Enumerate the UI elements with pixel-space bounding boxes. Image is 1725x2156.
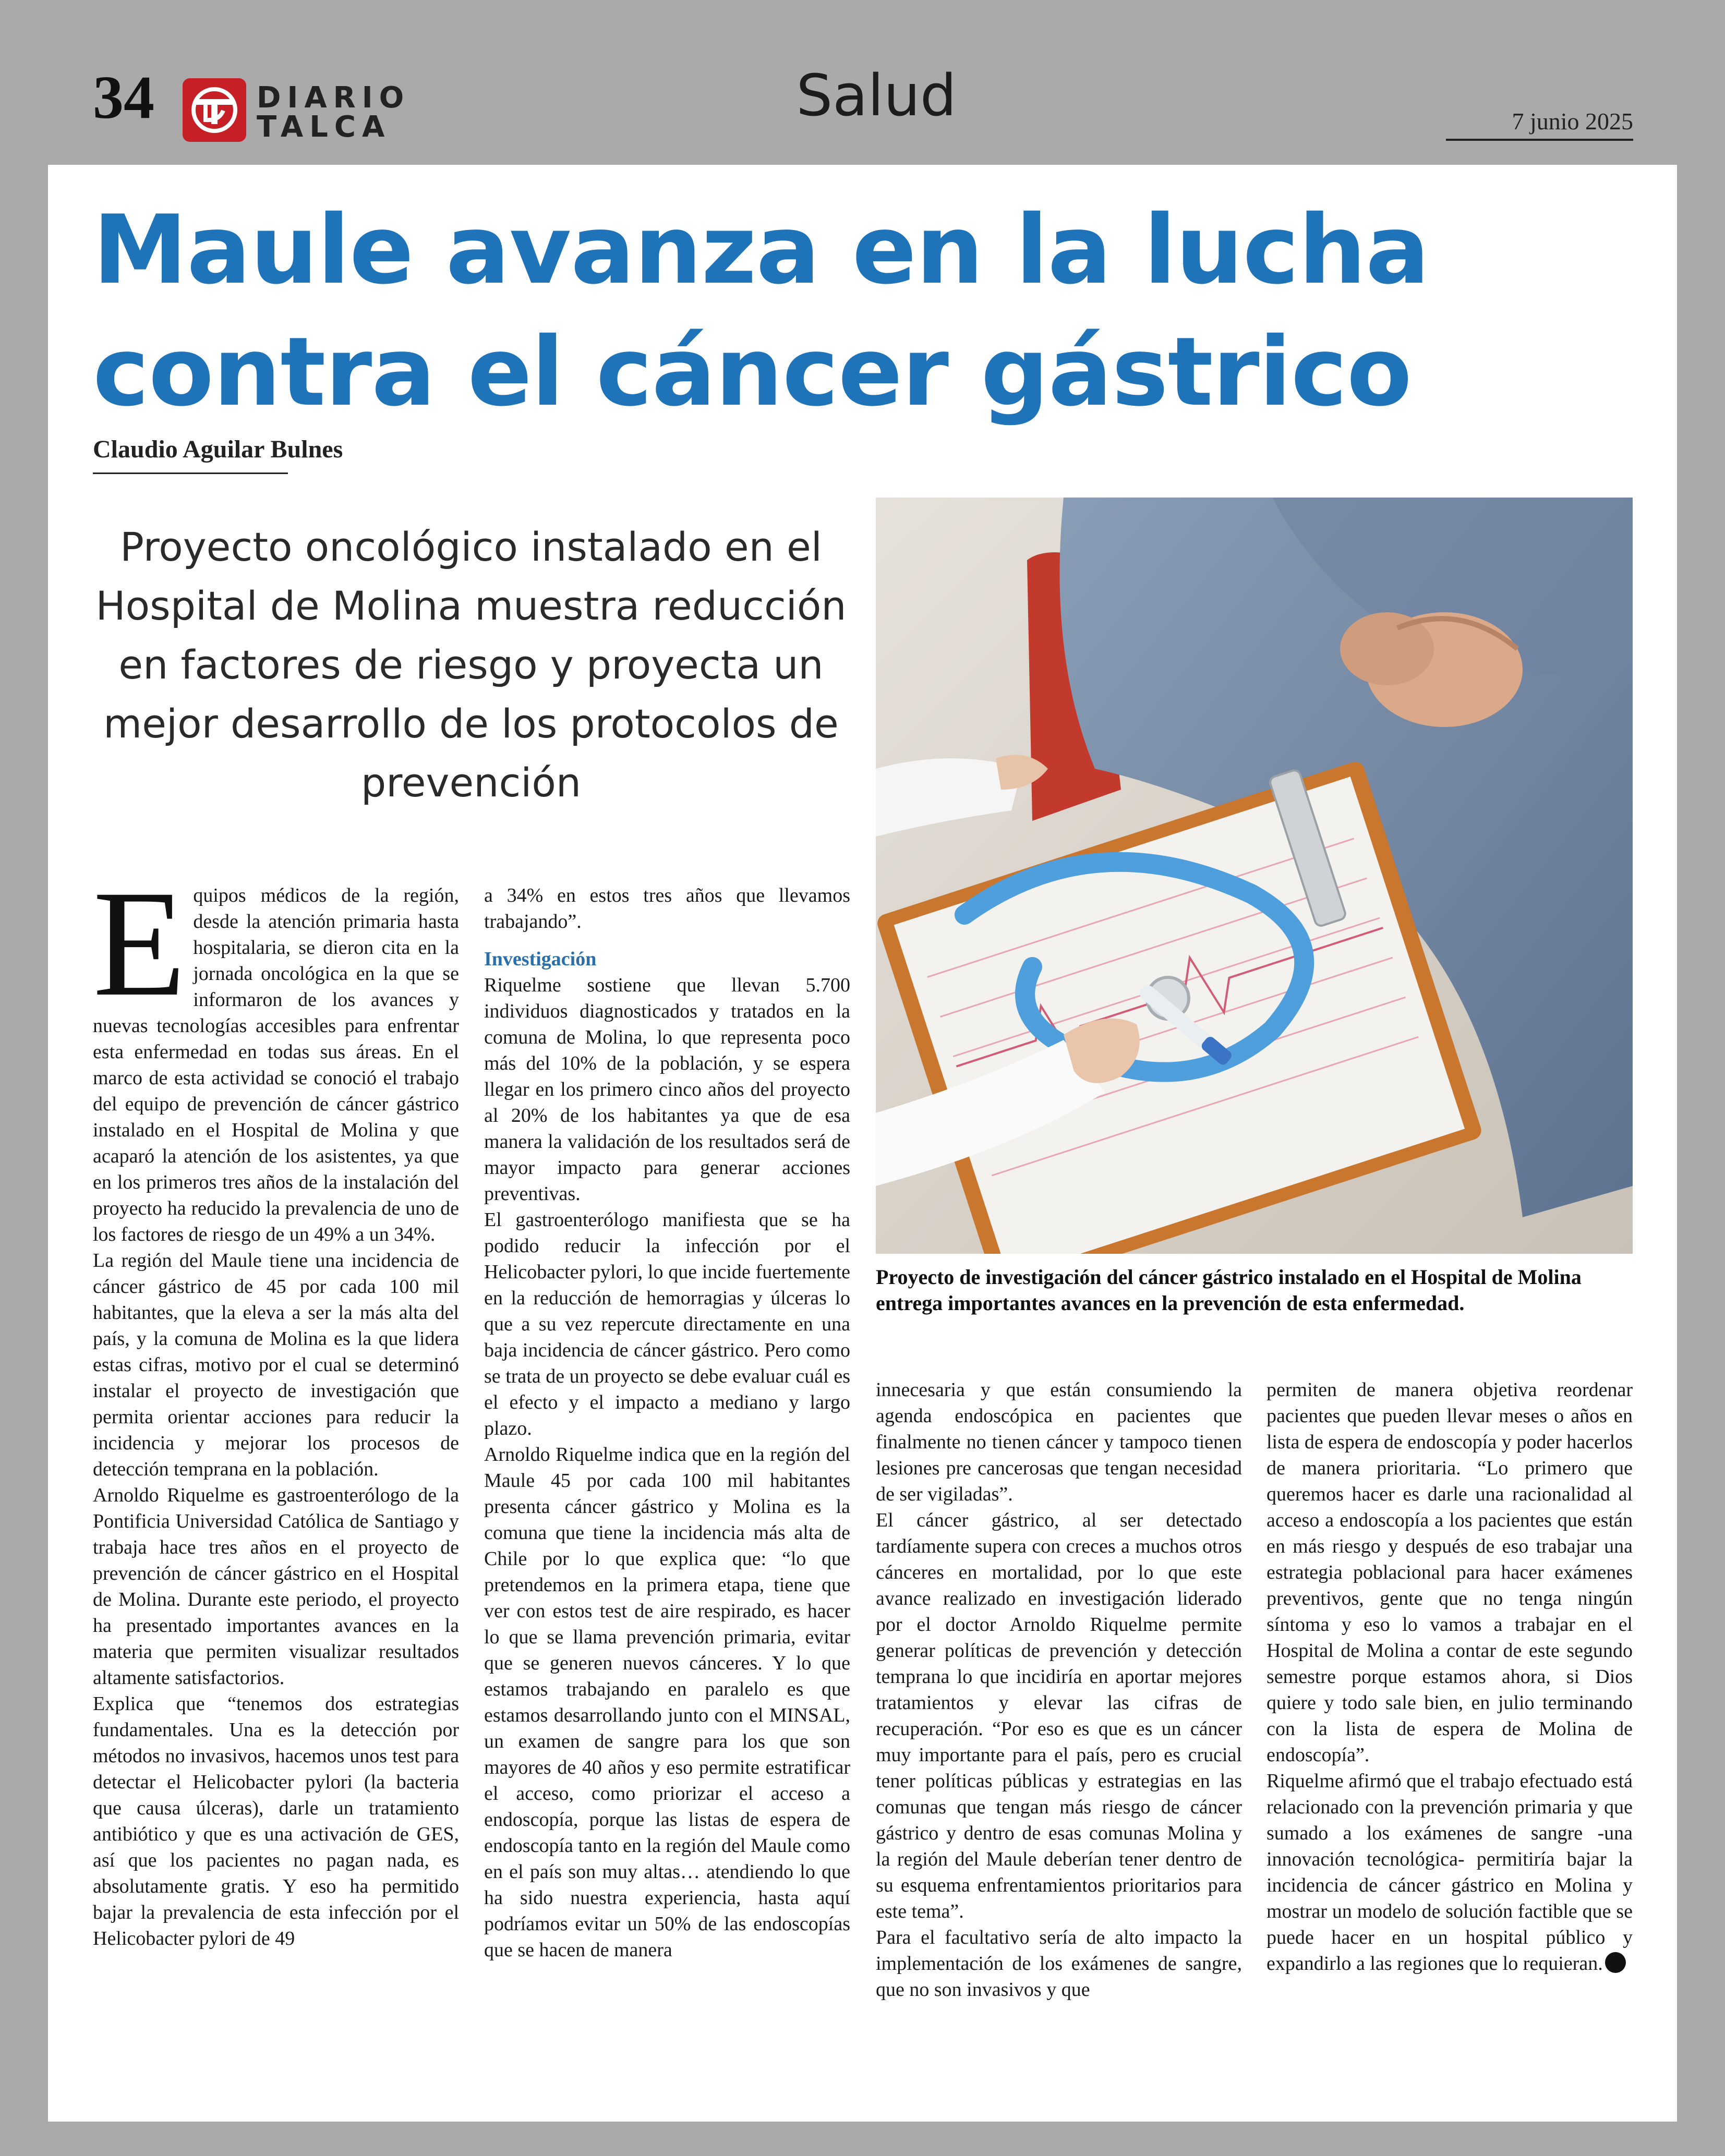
- section-title: Salud: [796, 62, 957, 129]
- article-paragraph: Explica que “tenemos dos estrategias fundamentales. Una es la detección por métodos no invasivos, hacemos unos test para detectar el Helicobacter pylori (la bacteria que causa úlceras), darle un tratamiento antibiótico y que es una activación de GES, así que los pacientes no pagan nada, es absolutamente gratis. Y eso ha permitido bajar la prevalencia de esta infección por el Helicobacter pylori de 49: [93, 1693, 459, 1949]
- brand-line-2: TALCA: [257, 110, 391, 144]
- article-paragraph: La región del Maule tiene una incidencia de cáncer gástrico de 45 por cada 100 mil habitantes, que la eleva a ser la más alta del país, y la comuna de Molina es la que lidera estas cifras, motivo por el cual se determinó instalar el proyecto de investigación que permita orientar acciones para reducir la incidencia y mejorar los procesos de detección temprana en la población.: [93, 1250, 459, 1480]
- article-intro-paragraph: [93, 859, 459, 1247]
- drop-cap: E: [93, 859, 186, 1028]
- article-last-paragraph: [1266, 1768, 1633, 1977]
- article-column-3: [876, 1377, 1242, 2003]
- end-of-article-icon: [1605, 1952, 1626, 1973]
- article-column-1: [93, 859, 459, 2073]
- byline: Claudio Aguilar Bulnes: [93, 435, 343, 463]
- article-paragraph: Para el facultativo sería de alto impacto la implementación de los exámenes de sangre, que no son invasivos y que: [876, 1927, 1242, 2001]
- diario-talca-logo-icon: [183, 78, 246, 142]
- article-paragraph: Arnoldo Riquelme indica que en la región del Maule 45 por cada 100 mil habitantes presenta cáncer gástrico y Molina es la comuna que tiene la incidencia más alta de Chile por lo que explica que: “lo que pretendemos en la primera etapa, tiene que ver con estos test de aire respirado, es hacer lo que se llama prevención primaria, evitar que se generen nuevos cánceres. Y lo que estamos trabajando en paralelo es que estamos desarrollando junto con el MINSAL, un examen de sangre para los que son mayores de 40 años y eso permite estratificar el acceso, como priorizar el acceso a endoscopía, porque las listas de espera de endoscopía tanto en la región del Maule como en el país son muy altas… atendiendo lo que ha sido nuestra experiencia, hasta aquí podríamos evitar un 50% de las endoscopías que se hacen de manera: [484, 1444, 850, 1961]
- article-column-4: [1266, 1377, 1633, 1977]
- byline-underline: [93, 473, 288, 474]
- article-paragraph: a 34% en estos tres años que llevamos trabajando”.: [484, 885, 850, 932]
- deck: Proyecto oncológico instalado en el Hospital de Molina muestra reducción en factores de riesgo y proyecta un mejor desarrollo de los protocolos de prevención: [95, 524, 847, 806]
- article-paragraph: Riquelme sostiene que llevan 5.700 individuos diagnosticados y tratados en la comuna de Molina, lo que representa poco más del 10% de la población, y se espera llegar en los primero cinco años del proyecto al 20% de los habitantes ya que de esa manera la validación de los resultados será de mayor impacto para generar acciones preventivas.: [484, 974, 850, 1205]
- closing-text: Riquelme afirmó que el trabajo efectuado está relacionado con la prevención primaria y que sumado a los exámenes de sangre -una innovación tecnológica- permitiría bajar la incidencia de cáncer gástrico en Molina y mostrar un modelo de solución factible que se puede hacer en un hospital público y expandirlo a las regiones que lo requieran.: [1266, 1770, 1633, 1975]
- article-paragraph: Arnoldo Riquelme es gastroenterólogo de la Pontificia Universidad Católica de Santiago y trabaja hace tres años en el proyecto de prevención de cáncer gástrico en el Hospital de Molina. Durante este periodo, el proyecto ha presentado importantes avances en la materia que permiten visualizar resultados altamente satisfactorios.: [93, 1484, 459, 1689]
- section-subhead: Investigación: [484, 948, 597, 970]
- article-column-2: [484, 882, 850, 1963]
- article-paragraph: El gastroenterólogo manifiesta que se ha podido reducir la infección por el Helicobacter pylori, lo que incide fuertemente en la reducción de hemorragias y úlceras lo que a su vez repercute directamente en una baja incidencia de cáncer gástrico. Pero como se trata de un proyecto se debe evaluar cuál es el efecto y el impacto a mediano y largo plazo.: [484, 1209, 850, 1439]
- article-paragraph: permiten de manera objetiva reordenar pacientes que pueden llevar meses o años en lista de espera de endoscopía y poder hacerlos de manera prioritaria. “Lo primero que queremos hacer es darle una racionalidad al acceso a endoscopía a los pacientes que están en más riesgo y después de eso trabajar una estrategia poblacional para hacer exámenes preventivos, gente que no tenga ningún síntoma y eso lo vamos a trabajar en el Hospital de Molina a contar de este segundo semestre porque estamos ahora, si Dios quiere y todo sale bien, en julio terminando con la lista de espera de Molina de endoscopía”.: [1266, 1379, 1633, 1766]
- intro-text: quipos médicos de la región, desde la atención primaria hasta hospitalaria, se dieron cita en la jornada oncológica en la que se informaron de los avances y nuevas tecnologías accesibles para enfrentar esta enfermedad en todas sus áreas. En el marco de esta actividad se conoció el trabajo del equipo de prevención de cáncer gástrico instalado en el Hospital de Molina y que acaparó la atención de los asistentes, ya que en los primeros tres años de la instalación del proyecto ha reducido la prevalencia de uno de los factores de riesgo de un 49% a un 34%.: [93, 885, 459, 1245]
- page-number: 34: [93, 63, 154, 131]
- doctor-clipboard-stethoscope-photo: [876, 498, 1633, 1254]
- brand-name: [257, 83, 410, 142]
- brand-line-1: DIARIO: [257, 81, 411, 115]
- article-paragraph: El cáncer gástrico, al ser detectado tardíamente supera con creces a muchos otros cánceres en mortalidad, por lo que este avance realizado en investigación liderado por el doctor Arnoldo Riquelme permite generar políticas de prevención y detección temprana lo que incidiría en aportar mejores tratamientos y elevar las cifras de recuperación. “Por eso es que es un cáncer muy importante para el país, pero es crucial tener políticas públicas y estrategias en las comunas que tengan más riesgo de cáncer gástrico y dentro de esas comunas Molina y la región del Maule deberían tener dentro de su esquema enfrentamientos prioritarios para este tema”.: [876, 1509, 1242, 1922]
- photo-caption: Proyecto de investigación del cáncer gástrico instalado en el Hospital de Molina entrega importantes avances en la prevención de esta enfermedad.: [876, 1265, 1582, 1315]
- article-paragraph: innecesaria y que están consumiendo la agenda endoscópica en pacientes que finalmente no tienen cáncer y tampoco tienen lesiones pre cancerosas que tengan necesidad de ser vigiladas”.: [876, 1379, 1242, 1505]
- date-underline: [1446, 139, 1633, 141]
- issue-date: 7 junio 2025: [1512, 108, 1633, 135]
- headline: Maule avanza en la lucha contra el cáncer gástrico: [93, 195, 1429, 427]
